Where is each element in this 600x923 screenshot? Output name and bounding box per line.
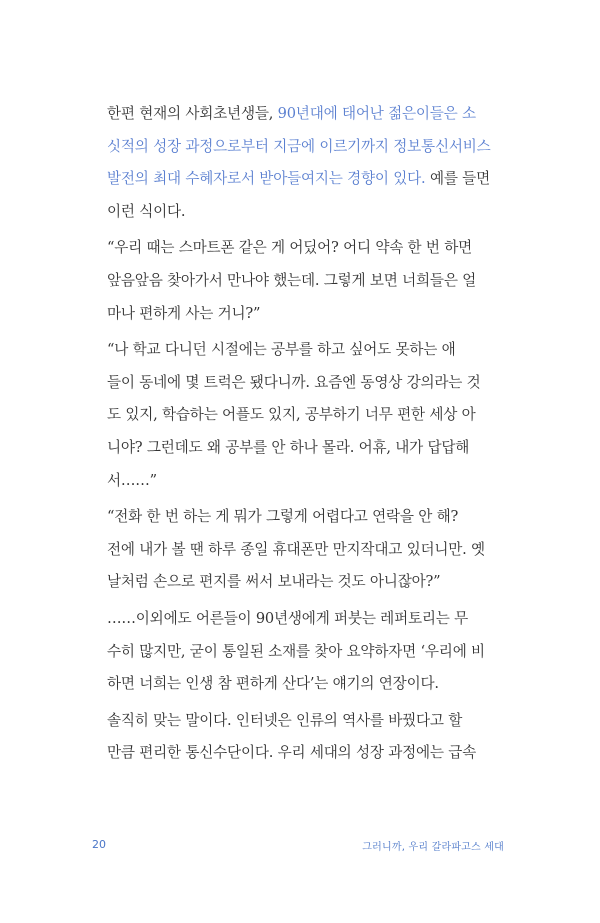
text-line: 전에 내가 볼 땐 하루 종일 휴대폰만 만지작대고 있더니만. 옛: [107, 540, 485, 558]
text-line: 앞음앞음 찾아가서 만나야 했는데. 그렇게 보면 너희들은 얼: [107, 271, 477, 289]
text-line: [92, 131, 502, 164]
text-line: ……이외에도 어른들이 90년생에게 퍼붓는 레퍼토리는 무: [107, 609, 469, 627]
paragraph-4: [92, 501, 502, 599]
text-line: “전화 한 번 하는 게 뭐가 그렇게 어렵다고 연락을 안 해?: [107, 508, 459, 526]
text-span: 예를 들면: [425, 170, 490, 188]
text-line: [92, 196, 502, 229]
text-line: 도 있지, 학습하는 어플도 있지, 공부하기 너무 편한 세상 아: [107, 406, 476, 424]
paragraph-1: [92, 98, 502, 228]
body-text: [92, 98, 502, 774]
highlighted-text: 싯적의 성장 과정으로부터 지금에 이르기까지 정보통신서비스: [107, 137, 491, 155]
running-footer-title: 그러니까, 우리 갈라파고스 세대: [362, 842, 504, 853]
paragraph-6: [92, 705, 502, 770]
text-line: 수히 많지만, 굳이 통일된 소재를 찾아 요약하자면 ‘우리에 비: [107, 642, 485, 660]
text-line: 니야? 그런데도 왜 공부를 안 하나 몰라. 어휴, 내가 답답해: [107, 438, 470, 456]
text-line: [92, 163, 502, 196]
text-line: 서……”: [107, 471, 157, 489]
highlighted-text: 90년대에 태어난 젊은이들은 소: [277, 105, 476, 122]
text-line: “우리 때는 스마트폰 같은 게 어딨어? 어디 약속 한 번 하면: [107, 239, 473, 257]
text-line: [92, 98, 502, 131]
text-line: 들이 동네에 몇 트럭은 됐다니까. 요즘엔 동영상 강의라는 것: [107, 373, 481, 391]
text-line: “나 학교 다니던 시절에는 공부를 하고 싶어도 못하는 애: [107, 341, 456, 359]
paragraph-2: [92, 232, 502, 330]
paragraph-3: [92, 334, 502, 497]
text-line: 하면 너희는 인생 참 편하게 산다’는 얘기의 연장이다.: [107, 675, 439, 693]
text-line: 만큼 편리한 통신수단이다. 우리 세대의 성장 과정에는 급속: [107, 744, 477, 762]
text-span: 한편 현재의 사회초년생들,: [107, 105, 278, 122]
paragraph-5: [92, 603, 502, 701]
text-line: 마나 편하게 사는 거니?”: [107, 304, 261, 322]
text-line: 솔직히 맞는 말이다. 인터넷은 인류의 역사를 바꿨다고 할: [107, 711, 463, 729]
text-line: 날처럼 손으로 편지를 써서 보내라는 것도 아니잖아?”: [107, 573, 441, 591]
highlighted-text: 발전의 최대 수혜자로서 받아들여지는 경향이 있다.: [107, 170, 426, 188]
page-number: 20: [92, 838, 106, 851]
text-span: 이런 식이다.: [107, 202, 186, 220]
